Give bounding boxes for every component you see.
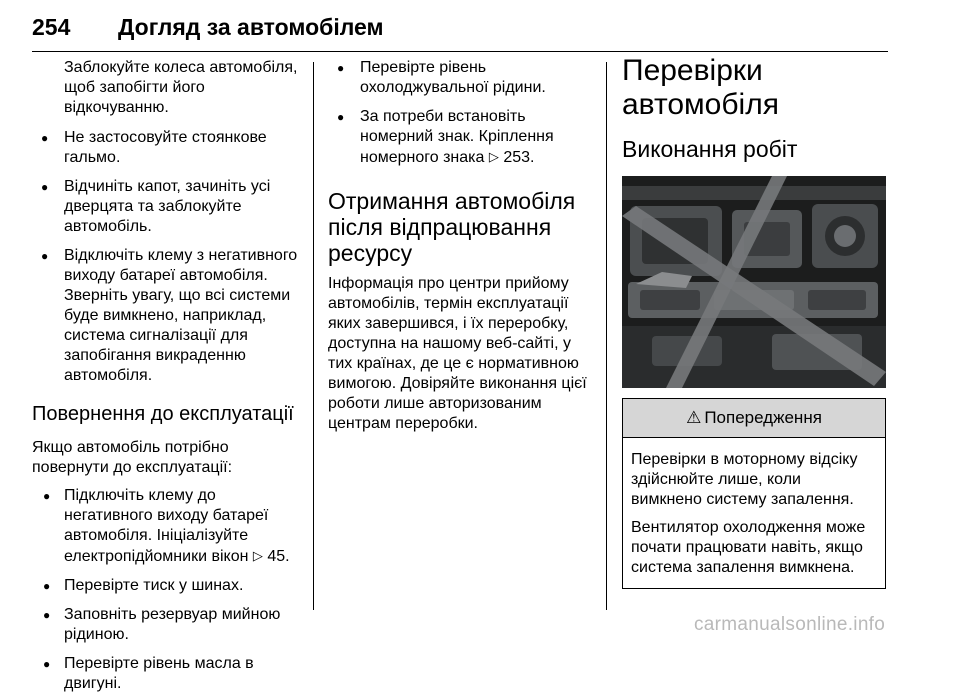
page-number: 254	[32, 14, 71, 40]
column-divider-1	[313, 62, 314, 610]
warning-body	[623, 438, 885, 588]
page-reference[interactable]: 253.	[503, 149, 535, 166]
section-heading-end-of-life: Отримання автомобіля після відпрацювання ресурсу	[328, 188, 576, 266]
intro-paragraph: Заблокуйте колеса автомобіля, щоб запобігти його відкочуванню.	[64, 59, 298, 116]
list-item-text: Підключіть клему до негативного виходу батареї автомобіля. Ініціалізуйте електропідйомники вікон	[64, 487, 269, 565]
list-item	[328, 107, 596, 168]
warning-box	[622, 398, 886, 589]
section-paragraph: Інформація про центри прийому автомобілів, термін експлуатації яких завершився, і їх переробку, доступна на нашому веб-сайті, у тих країнах, де це є нормативною вимогою. Довіряйте виконання цієї роботи лише авторизованим центрам переробки.	[328, 275, 587, 432]
warning-title: Попередження	[704, 408, 822, 427]
main-heading: Перевірки автомобіля	[622, 54, 779, 121]
column-1	[32, 58, 300, 694]
bullet-list	[32, 128, 300, 386]
engine-bay-image	[622, 176, 886, 388]
list-item: ● Перевірте рівень охолоджувальної рідини.	[328, 58, 596, 98]
engine-bay-illustration	[622, 176, 886, 388]
chapter-title: Догляд за автомобілем	[118, 14, 384, 40]
warning-triangle-icon: ⚠	[686, 408, 702, 427]
column-2	[328, 58, 596, 434]
page-reference-arrow-icon: ▷	[252, 548, 263, 563]
warning-paragraph: Вентилятор охолодження може почати працювати навіть, якщо система запалення вимкнена.	[631, 519, 866, 576]
list-item: ● Заповніть резервуар мийною рідиною.	[32, 605, 300, 645]
page-reference[interactable]: 45.	[267, 548, 290, 565]
list-item: ● Відключіть клему з негативного виходу батареї автомобіля. Зверніть увагу, що всі системи буде вимкнено, наприклад, система сигналізації для запобігання викраденню автомобіля.	[32, 246, 300, 386]
column-divider-2	[606, 62, 607, 610]
list-item: ● Перевірте рівень масла в двигуні.	[32, 654, 300, 694]
list-item-text: За потреби встановіть номерний знак. Кріплення номерного знака	[360, 108, 554, 166]
list-item: ● Перевірте тиск у шинах.	[32, 576, 300, 596]
watermark: carmanualsonline.info	[694, 614, 886, 635]
warning-header	[623, 399, 885, 438]
bullet-list	[32, 486, 300, 694]
list-item: ● Не застосовуйте стоянкове гальмо.	[32, 128, 300, 168]
section-heading-return: Повернення до експлуатації	[32, 403, 294, 425]
header-rule	[32, 51, 888, 52]
sub-heading: Виконання робіт	[622, 136, 798, 162]
warning-paragraph: Перевірки в моторному відсіку здійснюйте лише, коли вимкнено систему запалення.	[631, 451, 858, 508]
list-item	[32, 486, 300, 567]
page-header	[32, 14, 888, 54]
column-3	[622, 54, 886, 589]
section-intro: Якщо автомобіль потрібно повернути до експлуатації:	[32, 439, 233, 476]
bullet-list	[328, 58, 596, 168]
list-item: ● Відчиніть капот, зачиніть усі дверцята та заблокуйте автомобіль.	[32, 177, 300, 237]
page-reference-arrow-icon: ▷	[488, 149, 499, 164]
